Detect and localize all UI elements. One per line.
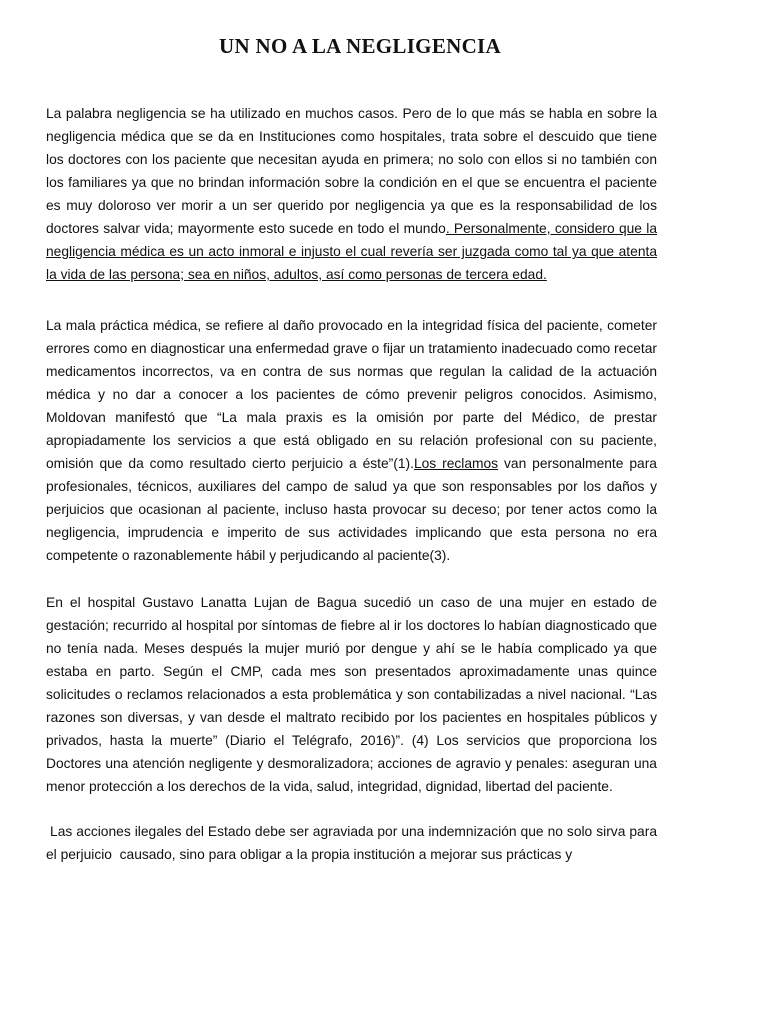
paragraph-1: [46, 102, 657, 286]
page-title: UN NO A LA NEGLIGENCIA: [219, 34, 501, 58]
paragraph-2-text-after: van personalmente para profesionales, técnicos, auxiliares del campo de salud ya que son responsables por los daños y perjuicios que ocasionan al paciente, incluso hasta provocar su deceso; por tener actos como la negligencia, imprudencia e imperito de sus actividades implicando que esta persona no era competente o razonablemente hábil y perjudicando al paciente(3).: [46, 456, 657, 563]
paragraph-4: Las acciones ilegales del Estado debe ser agraviada por una indemnización que no solo sirva para el perjuicio causado, sino para obligar a la propia institución a mejorar sus prácticas y: [46, 824, 665, 862]
paragraph-1-text: La palabra negligencia se ha utilizado en muchos casos. Pero de lo que más se habla en sobre la negligencia médica que se da en Instituciones como hospitales, trata sobre el descuido que tiene los doctores con los paciente que necesitan ayuda en primera; no solo con ellos si no también con los familiares ya que no brindan información sobre la condición en el que se encuentra el paciente es muy doloroso ver morir a un ser querido por negligencia ya que es la responsabilidad de los doctores salvar vida; mayormente esto sucede en todo el mundo: [46, 106, 657, 236]
paragraph-2-text-before: La mala práctica médica, se refiere al daño provocado en la integridad física del paciente, cometer errores como en diagnosticar una enfermedad grave o fijar un tratamiento inadecuado como recetar medicamentos incorrectos, va en contra de sus normas que regulan la calidad de la actuación médica y no dar a conocer a los pacientes de cómo prevenir peligros conocidos. Asimismo, Moldovan manifestó que “La mala praxis es la omisión por parte del Médico, de prestar apropiadamente los servicios a que está obligado en su relación profesional con su paciente, omisión que da como resultado cierto perjuicio a éste”(1).: [46, 318, 657, 471]
paragraph-2-underlined: Los reclamos: [413, 456, 499, 471]
paragraph-1-underlined: . Personalmente, considero que la negligencia médica es un acto inmoral e injusto el cual revería ser juzgada como tal ya que atenta la vida de las persona; sea en niños, adultos, así como personas de tercera edad.: [46, 221, 657, 282]
paragraph-3: En el hospital Gustavo Lanatta Lujan de Bagua sucedió un caso de una mujer en estado de gestación; recurrido al hospital por síntomas de fiebre al ir los doctores lo habían diagnosticado que no tenía nada. Meses después la mujer murió por dengue y ahí se le había complicado ya que estaba en parto. Según el CMP, cada mes son presentados aproximadamente unas quince solicitudes o reclamos relacionados a esta problemática y son contabilizadas a nivel nacional. “Las razones son diversas, y van desde el maltrato recibido por los pacientes en hospitales públicos y privados, hasta la muerte” (Diario el Telégrafo, 2016)”. (4) Los servicios que proporciona los Doctores una atención negligente y desmoralizadora; acciones de agravio y penales: aseguran una menor protección a los derechos de la vida, salud, integridad, dignidad, libertad del paciente.: [46, 595, 657, 794]
paragraph-2: [46, 314, 657, 567]
document-body: [46, 102, 665, 866]
